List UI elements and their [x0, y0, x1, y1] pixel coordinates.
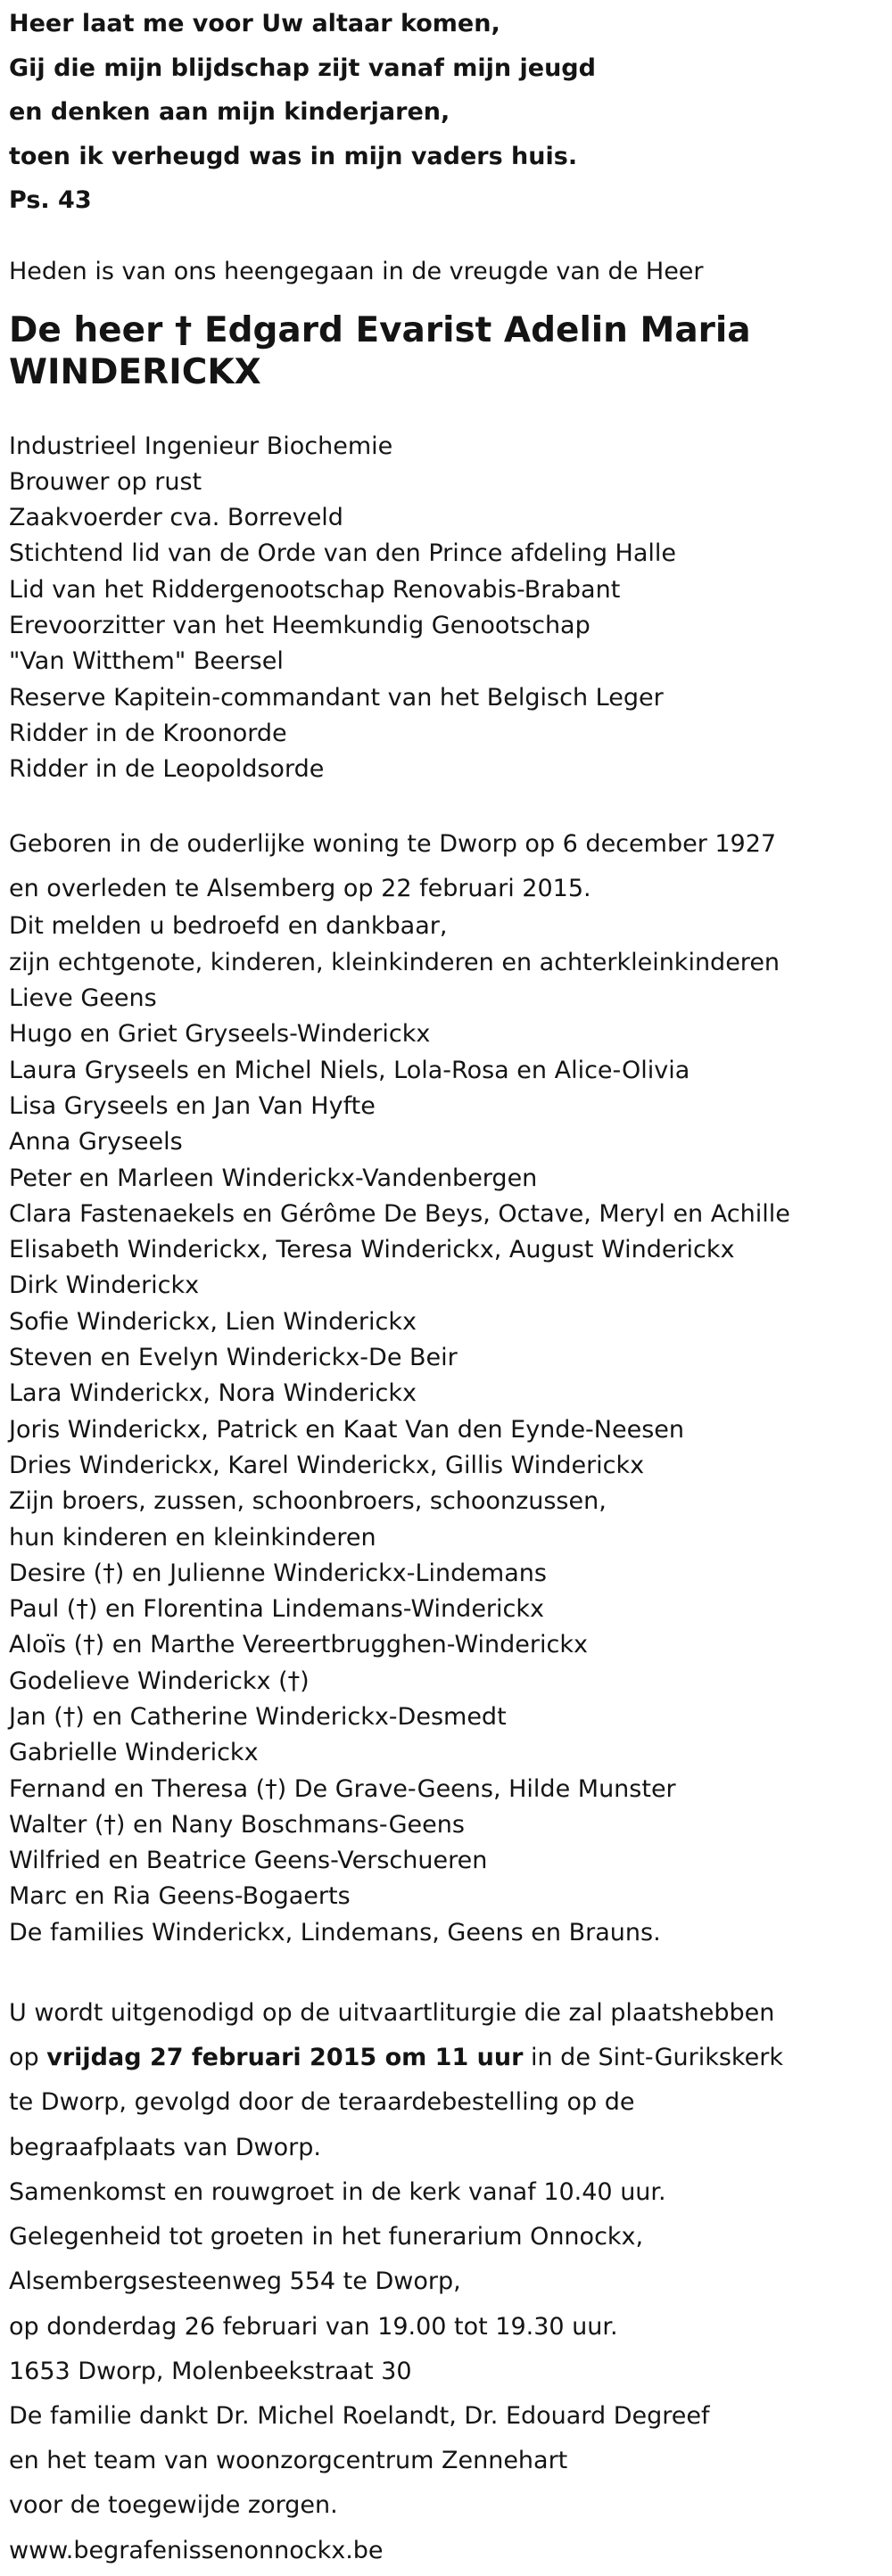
- mourner-line: Joris Winderickx, Patrick en Kaat Van den Eynde-Neesen: [9, 1415, 685, 1444]
- mourner-line: Desire (†) en Julienne Winderickx-Lindemans: [9, 1559, 547, 1587]
- title-item: Industrieel Ingenieur Biochemie: [9, 432, 393, 460]
- mourner-line: Wilfried en Beatrice Geens-Verschueren: [9, 1847, 488, 1875]
- psalm-line: Heer laat me voor Uw altaar komen,: [9, 10, 500, 37]
- titles-list: [9, 429, 883, 788]
- mourner-line: Lisa Gryseels en Jan Van Hyfte: [9, 1091, 376, 1120]
- funeral-address: 1653 Dworp, Molenbeekstraat 30: [9, 2357, 412, 2385]
- mourner-line: Laura Gryseels en Michel Niels, Lola-Rosa en Alice-Olivia: [9, 1056, 690, 1084]
- mourner-line: Elisabeth Winderickx, Teresa Winderickx, August Winderickx: [9, 1236, 735, 1264]
- mourner-line: Godelieve Winderickx (†): [9, 1667, 310, 1695]
- psalm-line: Gij die mijn blijdschap zijt vanaf mijn jeugd: [9, 53, 596, 82]
- mourner-line: Aloïs (†) en Marthe Vereertbrugghen-Winderickx: [9, 1631, 588, 1659]
- psalm-line: en denken aan mijn kinderjaren,: [9, 98, 450, 126]
- mourner-line: Walter (†) en Nany Boschmans-Geens: [9, 1810, 465, 1839]
- title-item: Reserve Kapitein-commandant van het Belgisch Leger: [9, 683, 664, 712]
- funeral-line: op donderdag 26 februari van 19.00 tot 19.30 uur.: [9, 2312, 618, 2341]
- mourner-line: Gabrielle Winderickx: [9, 1739, 259, 1767]
- mourner-line: Lara Winderickx, Nora Winderickx: [9, 1379, 417, 1408]
- mourner-line: Zijn broers, zussen, schoonbroers, schoonzussen,: [9, 1487, 607, 1516]
- mourner-line: Steven en Evelyn Winderickx-De Beir: [9, 1344, 458, 1372]
- title-item: Ridder in de Kroonorde: [9, 719, 287, 747]
- funeral-date-prefix: op: [9, 2044, 47, 2072]
- funeral-church: in de Sint-Gurikskerk: [523, 2044, 783, 2072]
- mourner-line: Dirk Winderickx: [9, 1272, 200, 1300]
- mourner-line: Peter en Marleen Winderickx-Vandenbergen: [9, 1164, 538, 1192]
- mourner-line: Paul (†) en Florentina Lindemans-Winderickx: [9, 1595, 544, 1624]
- funeral-line: te Dworp, gevolgd door de teraardebestelling op de: [9, 2088, 635, 2117]
- funeral-line: Gelegenheid tot groeten in het funerarium Onnockx,: [9, 2223, 644, 2251]
- title-item: Stichtend lid van de Orde van den Prince afdeling Halle: [9, 539, 677, 568]
- funeral-line: U wordt uitgenodigd op de uitvaartliturgie die zal plaatshebben: [9, 1999, 775, 2028]
- mourner-line: Sofie Winderickx, Lien Winderickx: [9, 1307, 417, 1336]
- mourner-line: Hugo en Griet Gryseels-Winderickx: [9, 1020, 431, 1049]
- funeral-line: en het team van woonzorgcentrum Zennehart: [9, 2447, 568, 2475]
- deceased-name: [9, 309, 883, 393]
- mourner-line: Jan (†) en Catherine Winderickx-Desmedt: [9, 1703, 507, 1731]
- funeral-date: vrijdag 27 februari 2015 om 11 uur: [46, 2044, 524, 2072]
- psalm-line: toen ik verheugd was in mijn vaders huis.: [9, 142, 578, 170]
- deceased-surname: WINDERICKX: [9, 351, 261, 392]
- birth-death-info: [9, 822, 883, 911]
- deceased-name-line: De heer † Edgard Evarist Adelin Maria: [9, 309, 751, 350]
- psalm-reference: Ps. 43: [9, 186, 92, 214]
- title-item: "Van Witthem" Beersel: [9, 647, 284, 676]
- title-item: Zaakvoerder cva. Borreveld: [9, 504, 343, 532]
- title-item: Lid van het Riddergenootschap Renovabis-Brabant: [9, 575, 621, 604]
- psalm-quote: [9, 0, 883, 223]
- mourner-line: Dit melden u bedroefd en dankbaar,: [9, 912, 448, 941]
- mourner-line: Dries Winderickx, Karel Winderickx, Gillis Winderickx: [9, 1451, 645, 1479]
- funeral-date-line: [9, 2036, 883, 2080]
- death-line: en overleden te Alsemberg op 22 februari 2015.: [9, 875, 591, 903]
- mourner-line: Lieve Geens: [9, 984, 157, 1013]
- mourner-line: hun kinderen en kleinkinderen: [9, 1523, 376, 1551]
- mourner-line: Marc en Ria Geens-Bogaerts: [9, 1882, 351, 1911]
- mourner-line: De families Winderickx, Lindemans, Geens en Brauns.: [9, 1918, 661, 1946]
- funeral-line: begraafplaats van Dworp.: [9, 2133, 321, 2161]
- mourner-line: Fernand en Theresa (†) De Grave-Geens, Hilde Munster: [9, 1774, 676, 1803]
- mourner-line: Anna Gryseels: [9, 1128, 183, 1156]
- funeral-line: voor de toegewijde zorgen.: [9, 2491, 338, 2520]
- mourner-line: zijn echtgenote, kinderen, kleinkinderen en achterkleinkinderen: [9, 948, 780, 976]
- funeral-address: Alsembergsesteenweg 554 te Dworp,: [9, 2267, 461, 2296]
- funeral-details: [9, 1991, 883, 2573]
- mourner-line: Clara Fastenaekels en Gérôme De Beys, Octave, Meryl en Achille: [9, 1199, 790, 1228]
- title-item: Brouwer op rust: [9, 467, 202, 496]
- title-item: Ridder in de Leopoldsorde: [9, 755, 325, 784]
- funeral-line: Samenkomst en rouwgroet in de kerk vanaf 10.40 uur.: [9, 2177, 666, 2206]
- mourners-list: [9, 909, 883, 1951]
- funeral-line: De familie dankt Dr. Michel Roelandt, Dr. Edouard Degreef: [9, 2401, 710, 2430]
- website-text: www.begrafenissenonnockx.be: [9, 2536, 384, 2564]
- title-item: Erevoorzitter van het Heemkundig Genootschap: [9, 611, 591, 639]
- intro-text: Heden is van ons heengegaan in de vreugde van de Heer: [9, 257, 704, 285]
- birth-line: Geboren in de ouderlijke woning te Dworp op 6 december 1927: [9, 830, 777, 859]
